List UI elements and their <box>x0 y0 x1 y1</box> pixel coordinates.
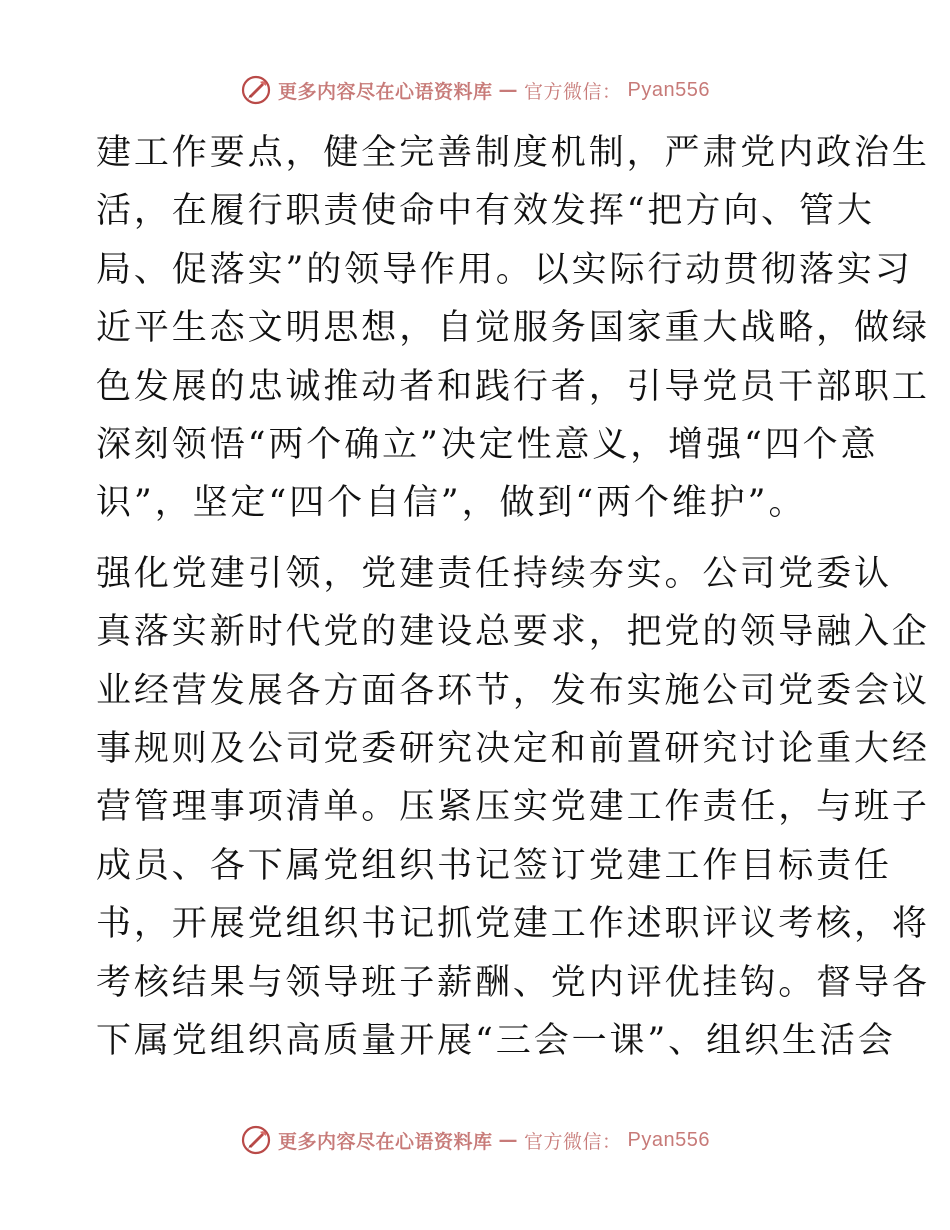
watermark-wechat-id: Pyan556 <box>627 1128 710 1151</box>
watermark-wechat-label: 官方微信： <box>524 80 622 103</box>
text-line: 识”，坚定“四个自信”，做到“两个维护”。 <box>96 483 807 524</box>
text-line: 建工作要点，健全完善制度机制，严肃党内政治生 <box>96 133 930 173</box>
quill-logo-icon <box>240 1124 272 1156</box>
header-watermark <box>0 70 950 110</box>
paragraph-2 <box>96 545 930 1071</box>
quill-logo-icon <box>240 74 272 106</box>
watermark-site-text: 更多内容尽在心语资料库 <box>278 1130 493 1153</box>
text-line: 事规则及公司党委研究决定和前置研究讨论重大经 <box>96 729 930 770</box>
text-line: 业经营发展各方面各环节，发布实施公司党委会议 <box>96 670 930 711</box>
text-line: 考核结果与领导班子薪酬、党内评优挂钩。督导各 <box>96 962 930 1003</box>
document-body <box>96 124 930 1071</box>
watermark-dash: — <box>498 79 519 101</box>
text-line: 书，开展党组织书记抓党建工作述职评议考核，将 <box>96 904 930 945</box>
text-line: 活，在履行职责使命中有效发挥“把方向、管大 <box>96 191 875 232</box>
text-line: 下属党组织高质量开展“三会一课”、组织生活会 <box>96 1021 896 1062</box>
watermark-wechat-id: Pyan556 <box>627 78 710 101</box>
text-line: 成员、各下属党组织书记签订党建工作目标责任 <box>96 845 892 886</box>
text-line: 营管理事项清单。压紧压实党建工作责任，与班子 <box>96 787 930 828</box>
text-line: 强化党建引领，党建责任持续夯实。公司党委认 <box>96 553 892 594</box>
watermark-wechat-label: 官方微信： <box>524 1130 622 1153</box>
text-line: 局、促落实”的领导作用。以实际行动贯彻落实习 <box>96 249 913 290</box>
watermark-dash: — <box>498 1129 519 1151</box>
watermark-site-text: 更多内容尽在心语资料库 <box>278 80 493 103</box>
text-line: 深刻领悟“两个确立”决定性意义，增强“四个意 <box>96 425 879 466</box>
watermark-group <box>240 74 710 106</box>
text-line: 真落实新时代党的建设总要求，把党的领导融入企 <box>96 612 930 653</box>
footer-watermark <box>0 1120 950 1160</box>
text-line: 色发展的忠诚推动者和践行者，引导党员干部职工 <box>96 366 930 407</box>
text-line: 近平生态文明思想，自觉服务国家重大战略，做绿 <box>96 308 930 349</box>
watermark-group <box>240 1124 710 1156</box>
paragraph-1 <box>96 124 930 533</box>
